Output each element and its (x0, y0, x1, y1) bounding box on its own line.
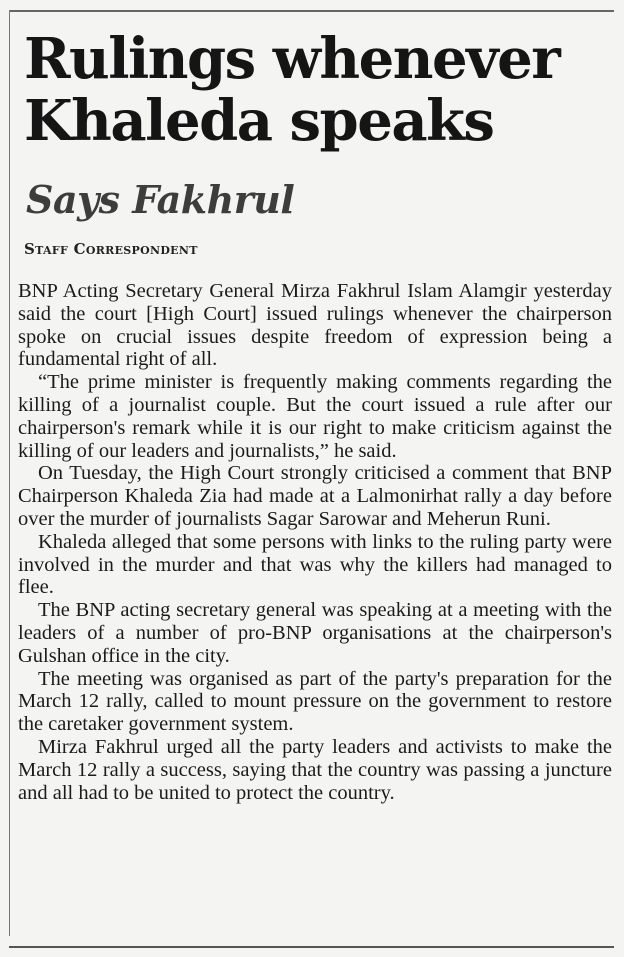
headline (24, 28, 559, 152)
article-body (18, 280, 612, 804)
bottom-rule (9, 946, 614, 948)
paragraph: Mirza Fakhrul urged all the party leaders and activists to make the March 12 rally a success, saying that the country was passing a juncture and all had to be united to protect the country. (18, 735, 612, 804)
paragraph: “The prime minister is frequently making comments regarding the killing of a journalist couple. But the court issued a rule after our chairperson's remark while it is our right to make criticism against the killing of our leaders and journalists,” he said. (18, 371, 612, 462)
paragraph: The meeting was organised as part of the party's preparation for the March 12 rally, called to mount pressure on the government to restore the caretaker government system. (18, 667, 612, 736)
paragraph: BNP Acting Secretary General Mirza Fakhrul Islam Alamgir yesterday said the court [High Court] issued rulings whenever the chairperson spoke on crucial issues despite freedom of expression being a fundamental right of all. (18, 280, 612, 371)
paragraph: On Tuesday, the High Court strongly criticised a comment that BNP Chairperson Khaleda Zia had made at a Lalmonirhat rally a day before over the murder of journalists Sagar Sarowar and Meherun Runi. (18, 462, 612, 530)
headline-line-1: Rulings whenever (24, 26, 560, 92)
article-clipping (9, 10, 614, 936)
paragraph: The BNP acting secretary general was speaking at a meeting with the leaders of a number of pro-BNP organisations at the chairperson's Gulshan office in the city. (18, 599, 612, 667)
top-rule (9, 10, 614, 12)
byline: Staff Correspondent (24, 240, 198, 258)
subheadline: Says Fakhrul (26, 177, 295, 222)
left-rule (9, 10, 10, 936)
headline-line-2: Khaleda speaks (24, 88, 494, 154)
paragraph: Khaleda alleged that some persons with links to the ruling party were involved in the murder and that was why the killers had managed to flee. (18, 530, 612, 599)
